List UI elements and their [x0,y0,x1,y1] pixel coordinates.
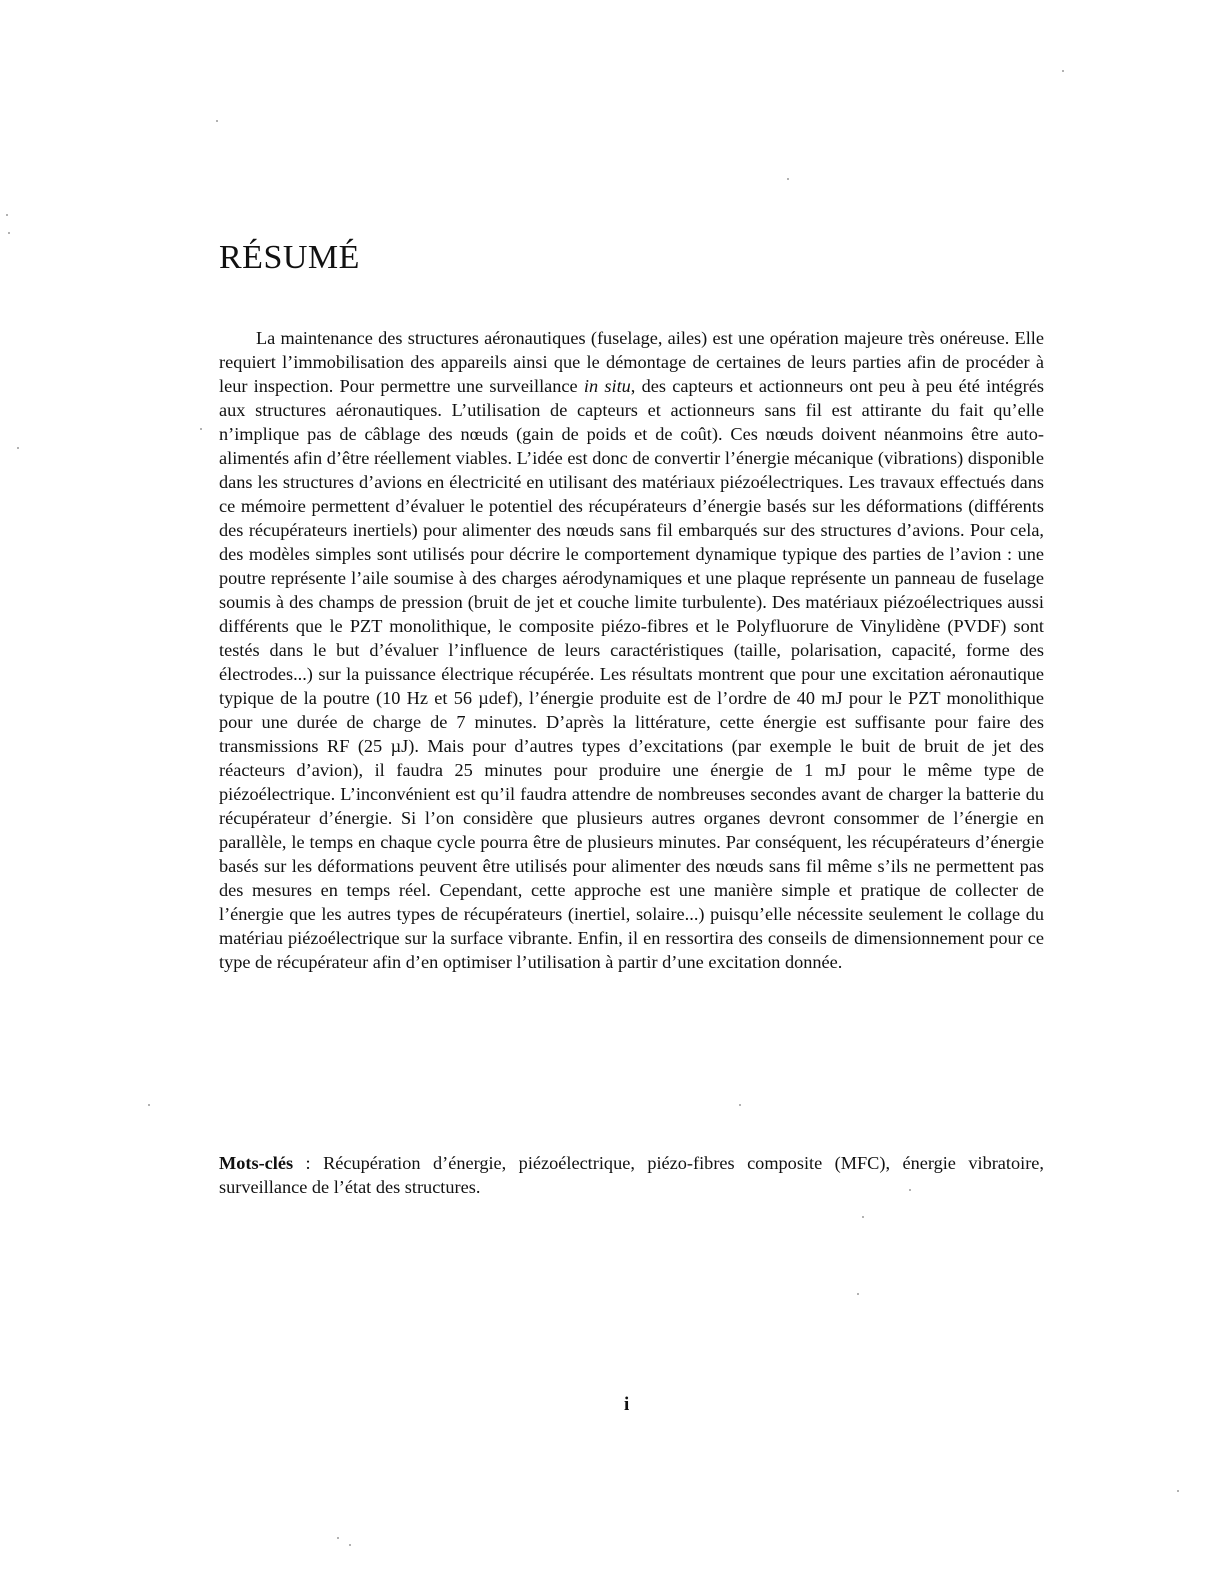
scan-speck [862,1216,864,1218]
scan-speck [349,1544,351,1546]
abstract-text-start: La maintenance des structures aéronautiques (fuselage, ailes) est une opération majeure très onéreuse. Elle requiert l’immobilisation des appareils ainsi que le démontage de certaines de leurs parties afin de procéder à leur inspection. Pour permettre une surveillance [219,328,1044,396]
abstract-emphasis: in situ [583,376,631,396]
scan-speck [909,1189,911,1191]
keywords-separator: : [293,1153,324,1173]
abstract-paragraph [219,326,1044,974]
scan-speck [200,428,202,430]
scan-speck [216,120,218,122]
scan-speck [1062,70,1064,72]
scan-speck [337,1537,339,1539]
keywords-label: Mots-clés [219,1153,294,1173]
keywords-text: Récupération d’énergie, piézoélectrique, piézo-fibres composite (MFC), énergie vibratoire, surveillance de l’état des structures. [219,1153,1044,1197]
scan-speck [787,178,789,180]
scan-speck [17,447,19,449]
page-number: i [624,1394,630,1415]
scan-speck [857,1293,859,1295]
scan-speck [6,214,8,216]
abstract-text-end: , des capteurs et actionneurs ont peu à peu été intégrés aux structures aéronautiques. L’utilisation de capteurs et actionneurs sans fil est attirante du fait qu’elle n’implique pas de câblage des nœuds (gain de poids et de coût). Ces nœuds doivent néanmoins être auto-alimentés afin d’être réellement viables. L’idée est donc de convertir l’énergie mécanique (vibrations) disponible dans les structures d’avions en électricité en utilisant des matériaux piézoélectriques. Les travaux effectués dans ce mémoire permettent d’évaluer le potentiel des récupérateurs d’énergie basés sur les déformations (différents des récupérateurs inertiels) pour alimenter des nœuds sans fil embarqués sur des structures d’avions. Pour cela, des modèles simples sont utilisés pour décrire le comportement dynamique typique des parties de l’avion : une poutre représente l’aile soumise à des charges aérodynamiques et une plaque représente un panneau de fuselage soumis à des champs de pression (bruit de jet et couche limite turbulente). Des matériaux piézoélectriques aussi différents que le PZT monolithique, le composite piézo-fibres et le Polyfluorure de Vinylidène (PVDF) sont testés dans le but d’évaluer l’influence de leurs caractéristiques (taille, polarisation, capacité, forme des électrodes...) sur la puissance électrique récupérée. Les résultats montrent que pour une excitation aéronautique typique de la poutre (10 Hz et 56 µdef), l’énergie produite est de l’ordre de 40 mJ pour le PZT monolithique pour une durée de charge de 7 minutes. D’après la littérature, cette énergie est suffisante pour faire des transmissions RF (25 µJ). Mais pour d’autres types d’excitations (par exemple le buit de bruit de jet des réacteurs d’avion), il faudra 25 minutes pour produire une énergie de 1 mJ pour le même type de piézoélectrique. L’inconvénient est qu’il faudra attendre de nombreuses secondes avant de charger la batterie du récupérateur d’énergie. Si l’on considère que plusieurs autres organes devront consommer de l’énergie en parallèle, le temps en chaque cycle pourra être de plusieurs minutes. Par conséquent, les récupérateurs d’énergie basés sur les déformations peuvent être utilisés pour alimenter des nœuds sans fil même s’ils ne permettent pas des mesures en temps réel. Cependant, cette approche est une manière simple et pratique de collecter de l’énergie que les autres types de récupérateurs (inertiel, solaire...) puisqu’elle nécessite seulement le collage du matériau piézoélectrique sur la surface vibrante. Enfin, il en ressortira des conseils de dimensionnement pour ce type de récupérateur afin d’en optimiser l’utilisation à partir d’une excitation donnée. [219,376,1045,972]
scan-speck [1177,1490,1179,1492]
page-title: RÉSUMÉ [219,239,360,276]
scan-speck [739,1104,741,1106]
keywords-paragraph [219,1151,1044,1199]
scan-speck [148,1104,150,1106]
scan-speck [8,232,10,234]
